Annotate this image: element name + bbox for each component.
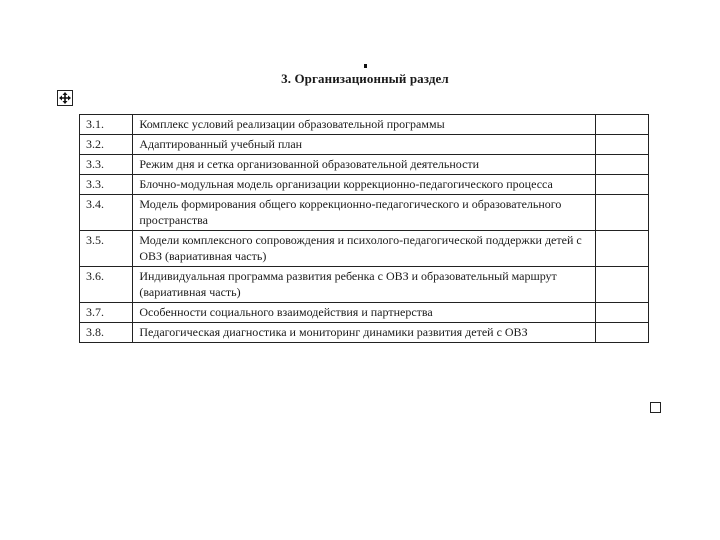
move-arrows-icon xyxy=(59,92,71,104)
table-row xyxy=(80,175,649,195)
row-title: Модель формирования общего коррекционно-педагогического и образовательного пространства xyxy=(133,195,595,231)
stray-mark xyxy=(364,64,367,68)
row-page xyxy=(595,323,648,343)
row-title: Режим дня и сетка организованной образовательной деятельности xyxy=(133,155,595,175)
row-number: 3.3. xyxy=(80,175,133,195)
row-page xyxy=(595,155,648,175)
row-number: 3.8. xyxy=(80,323,133,343)
row-number: 3.7. xyxy=(80,303,133,323)
row-number: 3.1. xyxy=(80,115,133,135)
table-row xyxy=(80,115,649,135)
section-title: 3. Организационный раздел xyxy=(281,71,449,86)
contents-table xyxy=(79,114,649,343)
row-number: 3.5. xyxy=(80,231,133,267)
table-row xyxy=(80,323,649,343)
row-page xyxy=(595,135,648,155)
row-number: 3.2. xyxy=(80,135,133,155)
row-title: Индивидуальная программа развития ребенка с ОВЗ и образовательный маршрут (вариативная часть) xyxy=(133,267,595,303)
table-row xyxy=(80,231,649,267)
row-title: Комплекс условий реализации образовательной программы xyxy=(133,115,595,135)
row-number: 3.3. xyxy=(80,155,133,175)
row-page xyxy=(595,267,648,303)
table-row xyxy=(80,195,649,231)
row-page xyxy=(595,195,648,231)
table-row xyxy=(80,303,649,323)
table-row xyxy=(80,135,649,155)
row-title: Модели комплексного сопровождения и психолого-педагогической поддержки детей с ОВЗ (вариативная часть) xyxy=(133,231,595,267)
row-title: Адаптированный учебный план xyxy=(133,135,595,155)
table-move-handle[interactable] xyxy=(57,90,73,106)
row-page xyxy=(595,231,648,267)
row-number: 3.6. xyxy=(80,267,133,303)
row-number: 3.4. xyxy=(80,195,133,231)
row-page xyxy=(595,175,648,195)
table-row xyxy=(80,267,649,303)
row-page xyxy=(595,303,648,323)
table-row xyxy=(80,155,649,175)
row-title: Педагогическая диагностика и мониторинг динамики развития детей с ОВЗ xyxy=(133,323,595,343)
row-title: Блочно-модульная модель организации коррекционно-педагогического процесса xyxy=(133,175,595,195)
row-title: Особенности социального взаимодействия и партнерства xyxy=(133,303,595,323)
resize-handle-icon[interactable] xyxy=(650,402,661,413)
row-page xyxy=(595,115,648,135)
